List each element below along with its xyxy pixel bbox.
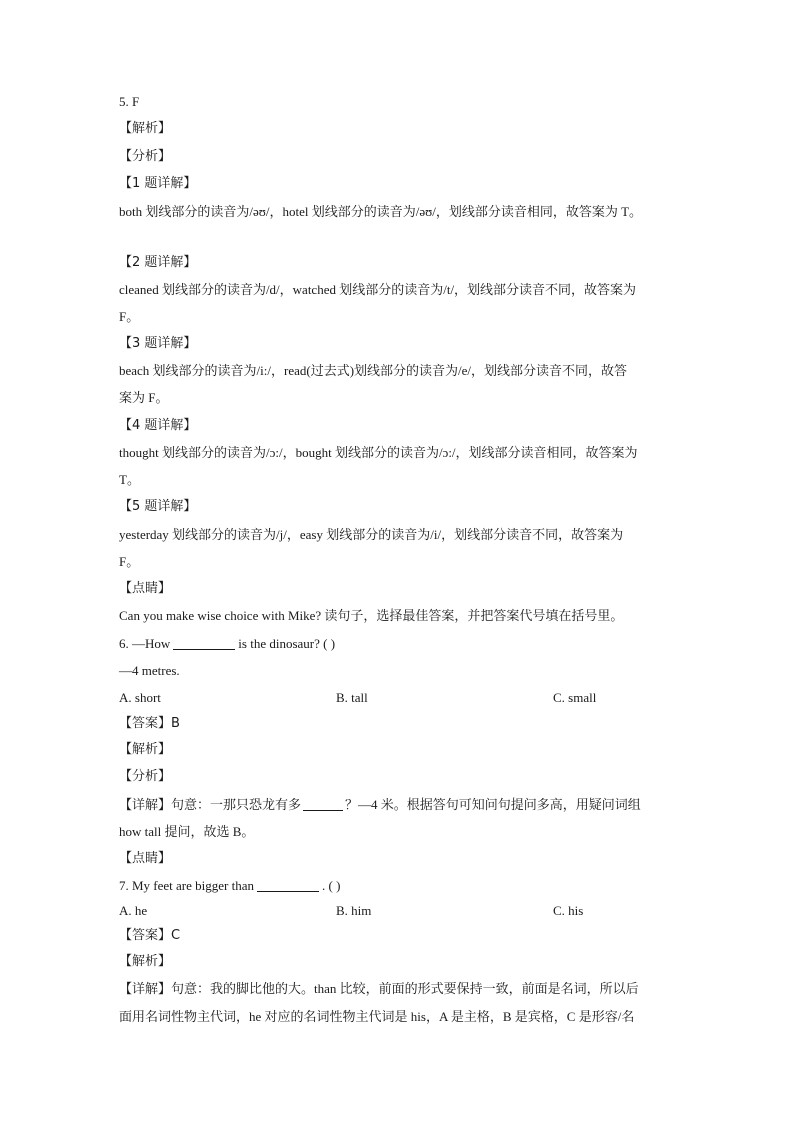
- q7-option-b: B. him: [336, 903, 372, 918]
- detail-2-text-line2: F。: [119, 309, 140, 324]
- q6-blank: [173, 636, 235, 650]
- q6-stem-prefix: 6. —How: [119, 636, 171, 651]
- section-instruction: Can you make wise choice with Mike? 读句子，选择最佳答案，并把答案代号填在括号里。: [119, 608, 624, 623]
- q6-detail-prefix: 【详解】句意：一那只恐龙有多: [119, 797, 302, 812]
- q5-answer: 5. F: [119, 94, 140, 109]
- q6-option-a: A. short: [119, 690, 161, 705]
- q6-fenxi-heading: 【分析】: [119, 769, 172, 784]
- detail-5-text-line2: F。: [119, 554, 140, 569]
- q7-answer: 【答案】C: [119, 928, 181, 943]
- q7-blank: [257, 878, 319, 892]
- q6-stem-suffix: is the dinosaur? ( ): [238, 636, 336, 651]
- analysis-heading: 【解析】: [119, 121, 172, 136]
- q6-option-c: C. small: [553, 690, 597, 705]
- detail-4-text-line2: T。: [119, 472, 140, 487]
- q6-reply: —4 metres.: [119, 663, 180, 678]
- detail-1-heading: 【1 题详解】: [119, 176, 197, 191]
- detail-2-text-line1: cleaned 划线部分的读音为/d/，watched 划线部分的读音为/t/，划线部分读音不同，故答案为: [119, 282, 637, 297]
- q7-stem-suffix: . ( ): [322, 878, 341, 893]
- detail-4-text-line1: thought 划线部分的读音为/ɔ:/，bought 划线部分的读音为/ɔ:/，划线部分读音相同，故答案为: [119, 445, 638, 460]
- q6-dianjing-heading: 【点睛】: [119, 851, 172, 866]
- q7-option-c: C. his: [553, 903, 584, 918]
- detail-3-heading: 【3 题详解】: [119, 336, 197, 351]
- q7-stem: [119, 876, 340, 896]
- q6-detail-line2: how tall 提问，故选 B。: [119, 824, 255, 839]
- fenxi-heading: 【分析】: [119, 149, 172, 164]
- q7-stem-prefix: 7. My feet are bigger than: [119, 878, 255, 893]
- detail-2-heading: 【2 题详解】: [119, 255, 197, 270]
- q6-stem: [119, 634, 335, 654]
- detail-5-text-line1: yesterday 划线部分的读音为/j/，easy 划线部分的读音为/i/，划线部分读音不同，故答案为: [119, 527, 624, 542]
- dianjing-heading: 【点睛】: [119, 581, 172, 596]
- q6-detail-line1: [119, 795, 641, 815]
- q7-analysis-heading: 【解析】: [119, 954, 172, 969]
- detail-1-text: both 划线部分的读音为/əʊ/，hotel 划线部分的读音为/əʊ/，划线部分读音相同，故答案为 T。: [119, 204, 643, 219]
- q7-detail-line1: 【详解】句意：我的脚比他的大。than 比较，前面的形式要保持一致，前面是名词，所以后: [119, 981, 639, 996]
- q6-option-b: B. tall: [336, 690, 368, 705]
- detail-3-text-line2: 案为 F。: [119, 390, 169, 405]
- detail-5-heading: 【5 题详解】: [119, 499, 197, 514]
- q6-detail-blank: [303, 797, 343, 811]
- detail-3-text-line1: beach 划线部分的读音为/i:/，read(过去式)划线部分的读音为/e/，划线部分读音不同，故答: [119, 363, 628, 378]
- q7-detail-line2: 面用名词性物主代词，he 对应的名词性物主代词是 his，A 是主格，B 是宾格，C 是形容/名: [119, 1009, 635, 1024]
- q6-answer: 【答案】B: [119, 716, 180, 731]
- detail-4-heading: 【4 题详解】: [119, 418, 197, 433]
- q7-option-a: A. he: [119, 903, 148, 918]
- q6-analysis-heading: 【解析】: [119, 742, 172, 757]
- q6-detail-suffix: ？—4 米。根据答句可知问句提问多高，用疑问词组: [345, 797, 641, 812]
